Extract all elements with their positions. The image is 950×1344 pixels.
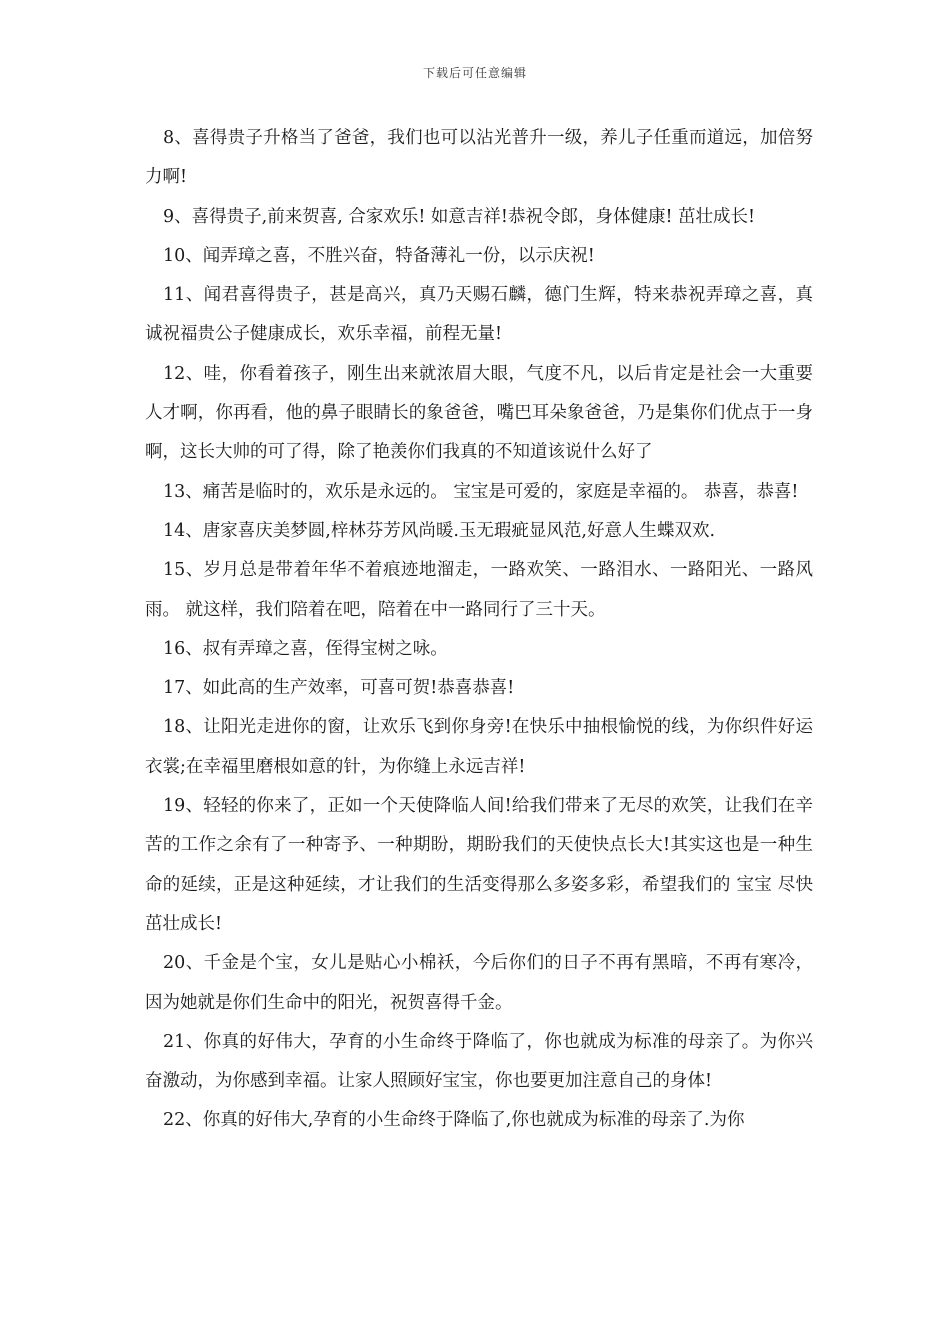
page-header: 下载后可任意编辑 xyxy=(422,66,527,80)
paragraph-16: 16、叔有弄璋之喜，侄得宝树之咏。 xyxy=(163,638,448,659)
paragraph-20: 20、千金是个宝，女儿是贴心小棉袄，今后你们的日子不再有黑暗，不再有寒冷，因为她就是你们生命中的阳光，祝贺喜得千金。 xyxy=(145,953,813,1013)
paragraph-14: 14、唐家喜庆美梦圆,梓林芬芳风尚暖.玉无瑕疵显风范,好意人生蝶双欢. xyxy=(163,520,716,541)
paragraph-8: 8、喜得贵子升格当了爸爸，我们也可以沾光普升一级，养儿子任重而道远，加倍努力啊! xyxy=(145,128,813,188)
paragraph-22: 22、你真的好伟大,孕育的小生命终于降临了,你也就成为标准的母亲了.为你 xyxy=(163,1110,745,1131)
paragraph-19: 19、轻轻的你来了，正如一个天使降临人间!给我们带来了无尽的欢笑，让我们在辛苦的工作之余有了一种寄予、一种期盼，期盼我们的天使快点长大!其实这也是一种生命的延续，正是这种延续，才让我们的生活变得那么多姿多彩，希望我们的 宝宝 尽快茁壮成长! xyxy=(145,796,813,934)
paragraph-17: 17、如此高的生产效率，可喜可贺!恭喜恭喜! xyxy=(163,678,515,699)
paragraph-11: 11、闻君喜得贵子，甚是高兴，真乃天赐石麟，德门生辉，特来恭祝弄璋之喜，真诚祝福贵公子健康成长，欢乐幸福，前程无量! xyxy=(145,285,813,345)
paragraph-9: 9、喜得贵子,前来贺喜, 合家欢乐! 如意吉祥!恭祝令郎，身体健康! 茁壮成长! xyxy=(163,206,756,227)
paragraph-18: 18、让阳光走进你的窗，让欢乐飞到你身旁!在快乐中抽根愉悦的线，为你织件好运衣裳;在幸福里磨根如意的针，为你缝上永远吉祥! xyxy=(145,717,813,777)
paragraph-13: 13、痛苦是临时的，欢乐是永远的。 宝宝是可爱的，家庭是幸福的。 恭喜，恭喜! xyxy=(163,481,799,502)
paragraph-21: 21、你真的好伟大，孕育的小生命终于降临了，你也就成为标准的母亲了。为你兴奋激动，为你感到幸福。让家人照顾好宝宝，你也要更加注意自己的身体! xyxy=(145,1031,813,1092)
paragraph-12: 12、哇，你看着孩子，刚生出来就浓眉大眼，气度不凡，以后肯定是社会一大重要人才啊，你再看，他的鼻子眼睛长的象爸爸，嘴巴耳朵象爸爸，乃是集你们优点于一身啊，这长大帅的可了得，除了艳羡你们我真的不知道该说什么好了 xyxy=(145,363,813,463)
paragraph-10: 10、闻弄璋之喜，不胜兴奋，特备薄礼一份，以示庆祝! xyxy=(163,245,595,266)
document-body xyxy=(145,119,813,1141)
paragraph-15: 15、岁月总是带着年华不着痕迹地溜走，一路欢笑、一路泪水、一路阳光、一路风雨。 就这样，我们陪着在吧，陪着在中一路同行了三十天。 xyxy=(145,560,813,620)
